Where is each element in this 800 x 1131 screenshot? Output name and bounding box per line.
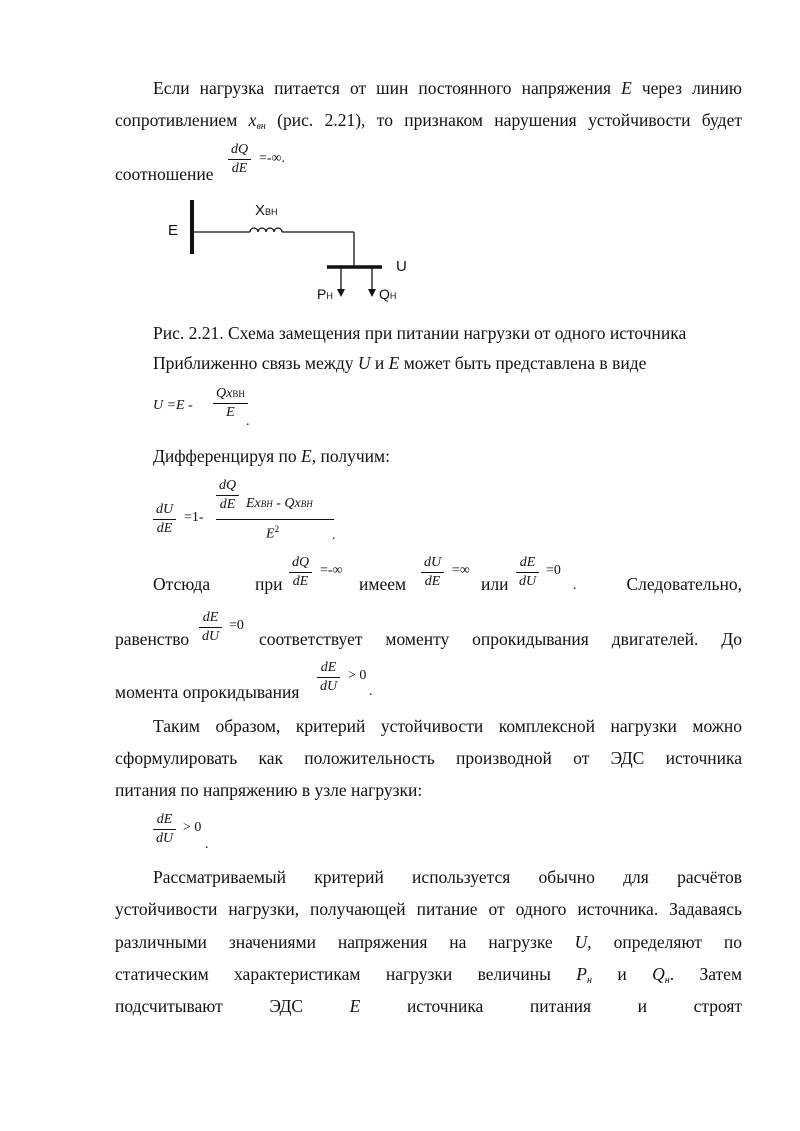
text: сопротивлением xyxy=(115,110,238,130)
text: может быть представлена в виде xyxy=(403,353,647,373)
text-line xyxy=(115,995,742,1017)
text: и xyxy=(374,353,385,373)
var-P: P xyxy=(576,964,587,984)
period: . xyxy=(281,151,286,166)
rhs: =0 xyxy=(546,563,561,578)
rhs: > 0 xyxy=(348,668,367,683)
frac-dQ-dE xyxy=(289,555,312,590)
numerator: dQ xyxy=(219,478,237,493)
formula-dQ-dE xyxy=(228,142,251,177)
var-x: x xyxy=(248,110,257,130)
formula-rhs xyxy=(259,151,285,167)
text: Если нагрузка питается от шин постоянного напряжения xyxy=(153,78,612,98)
text: Приближенно связь между xyxy=(153,353,354,373)
rhs: =0 xyxy=(229,618,244,633)
text: соответствует моменту опрокидывания двигателей. До xyxy=(259,629,742,649)
var-Q: Q xyxy=(652,964,665,984)
text: подсчитывают xyxy=(115,996,223,1016)
subscript: Н xyxy=(389,291,397,301)
period: . xyxy=(246,414,250,429)
paragraph-1-line-1 xyxy=(153,77,742,99)
sub: ВН xyxy=(300,499,313,509)
period: . xyxy=(205,837,209,852)
frac-dE-dU xyxy=(153,812,176,847)
numerator: dE xyxy=(202,610,219,625)
text: Затем xyxy=(699,964,743,984)
text: и xyxy=(617,964,627,984)
numerator: dU xyxy=(424,555,442,570)
circuit-figure xyxy=(150,190,430,310)
formula-U-lhs xyxy=(153,398,193,414)
text: , определяют по xyxy=(587,932,742,952)
denominator: E xyxy=(226,405,235,420)
frac-dE-dU xyxy=(317,660,340,695)
period: . xyxy=(573,578,577,593)
text: питания xyxy=(529,996,592,1016)
sub: ВН xyxy=(260,499,273,509)
formula-dU-dE xyxy=(153,502,176,537)
frac-dU-dE xyxy=(421,555,444,590)
word: Следовательно, xyxy=(626,574,742,594)
text: ЭДС xyxy=(269,996,304,1016)
text: различными значениями напряжения на нагрузке xyxy=(115,932,553,952)
denominator: dU xyxy=(519,574,537,589)
text-line xyxy=(115,931,742,953)
numerator: dQ xyxy=(292,555,310,570)
period: . xyxy=(332,528,336,543)
denominator: dU xyxy=(202,629,220,644)
label-P: P xyxy=(317,286,327,302)
text: строят xyxy=(693,996,743,1016)
text-line: Рассматриваемый критерий используется обычно для расчётов xyxy=(153,867,742,887)
numerator: dE xyxy=(156,812,173,827)
num-text: Qx xyxy=(216,386,233,401)
paragraph-1-line-3 xyxy=(115,163,214,185)
text: (рис. 2.21), то признаком нарушения устойчивости будет xyxy=(277,110,743,130)
period: . xyxy=(669,964,675,984)
label-E: E xyxy=(168,222,179,239)
numerator xyxy=(213,386,248,402)
var-E: E xyxy=(349,996,361,1016)
figure-caption: Рис. 2.21. Схема замещения при питании нагрузки от одного источника xyxy=(153,323,687,343)
rhs: > 0 xyxy=(183,820,202,835)
rhs: =∞ xyxy=(452,563,470,578)
t: - Qx xyxy=(276,496,301,511)
var-U: U xyxy=(357,353,371,373)
inner-frac xyxy=(216,478,239,513)
text-line: питания по напряжению в узле нагрузки: xyxy=(115,780,423,800)
text: источника xyxy=(406,996,484,1016)
sub: н xyxy=(587,975,592,986)
frac-dE-dU xyxy=(199,610,222,645)
denominator: dU xyxy=(320,679,338,694)
text-line: сформулировать как положительность производной от ЭДС источника xyxy=(115,748,742,768)
rhs: =-∞ xyxy=(259,151,282,166)
den: E xyxy=(266,526,275,542)
frac-dE-dU xyxy=(516,555,539,590)
denominator: dE xyxy=(292,574,309,589)
eq: =1- xyxy=(184,510,204,525)
text: статическим характеристикам нагрузки величины xyxy=(115,964,551,984)
inductor-icon xyxy=(250,228,282,232)
word: или xyxy=(481,574,509,594)
numerator: dQ xyxy=(231,142,249,157)
denominator: dE xyxy=(156,521,173,536)
inner-rest xyxy=(246,496,313,512)
paragraph-1-line-2 xyxy=(115,109,742,138)
sub: н xyxy=(664,975,670,986)
var-E: E xyxy=(621,78,632,98)
subscript: Н xyxy=(326,291,333,301)
subscript: ВН xyxy=(232,389,245,399)
numerator: dE xyxy=(519,555,536,570)
rhs: =-∞ xyxy=(320,563,343,578)
diff-intro xyxy=(153,445,390,467)
label-X: X xyxy=(255,202,266,219)
word: равенство xyxy=(115,629,190,649)
arrow-down-icon xyxy=(368,289,376,297)
numerator: dE xyxy=(320,660,337,675)
period: . xyxy=(369,684,373,699)
pow: 2 xyxy=(274,524,280,534)
label-U: U xyxy=(396,258,407,275)
approx-line xyxy=(153,352,646,374)
word: имеем xyxy=(359,574,407,594)
formula-big-fraction xyxy=(216,478,336,542)
text-line xyxy=(115,963,742,992)
lhs: U =E - xyxy=(153,398,193,413)
label-Q: Q xyxy=(379,286,390,302)
subscript: ВН xyxy=(265,207,278,217)
text: , получим: xyxy=(311,446,390,466)
word: Отсюда xyxy=(153,574,211,594)
text-line: Таким образом, критерий устойчивости комплексной нагрузки можно xyxy=(153,716,742,736)
arrow-down-icon xyxy=(337,289,345,297)
t: Ex xyxy=(246,496,261,511)
denominator: dE xyxy=(424,574,441,589)
text: соотношение xyxy=(115,164,214,184)
var-E: E xyxy=(388,353,400,373)
text: момента опрокидывания xyxy=(115,682,300,702)
text: и xyxy=(637,996,647,1016)
text: через линию xyxy=(641,78,742,98)
denominator: dU xyxy=(156,831,174,846)
text-line: устойчивости нагрузки, получающей питание от одного источника. Задаваясь xyxy=(115,899,742,919)
word: при xyxy=(255,574,283,594)
numerator: dU xyxy=(156,502,174,517)
formula-Qx-E xyxy=(213,386,248,421)
var-U: U xyxy=(574,932,588,952)
subscript: вн xyxy=(256,121,266,132)
denominator: dE xyxy=(231,161,248,176)
denominator: dE xyxy=(219,497,236,512)
var-E: E xyxy=(301,446,312,466)
text: Дифференцируя по xyxy=(153,446,297,466)
